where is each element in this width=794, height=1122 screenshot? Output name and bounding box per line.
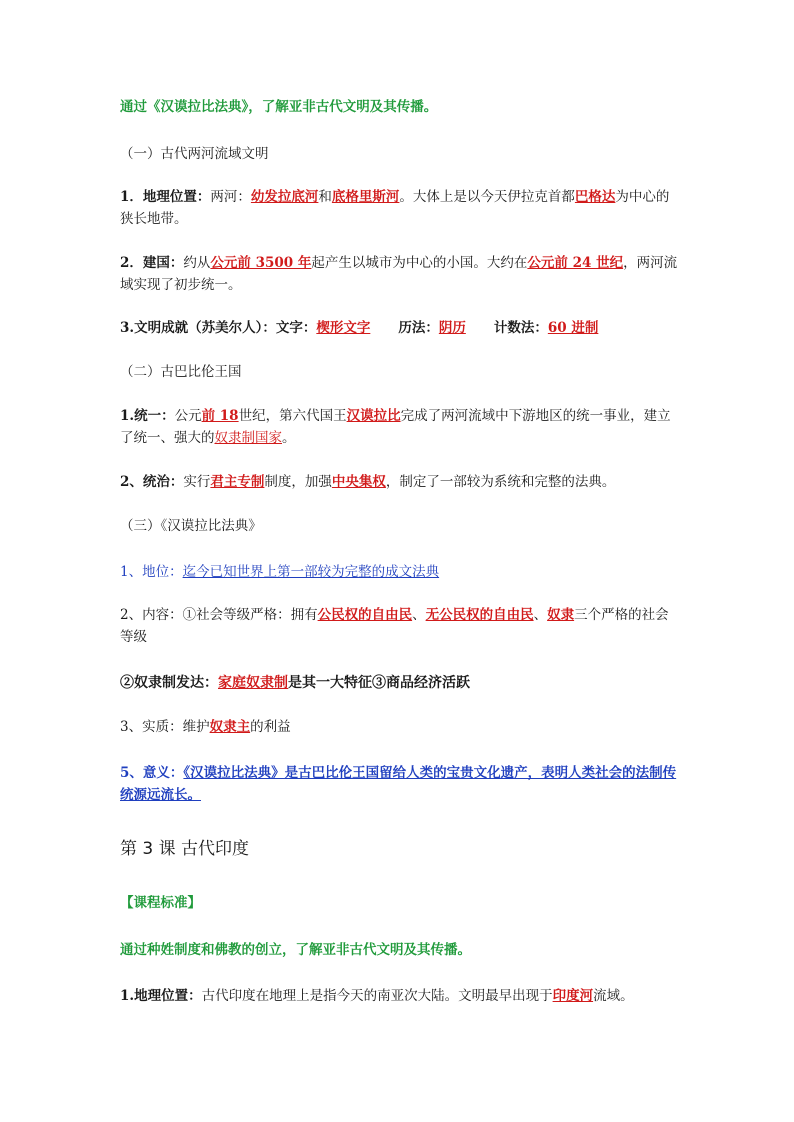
text: 两河： [210,189,251,205]
text: 公元 [174,408,202,424]
text: 起产生以城市为中心的小国。大约在 [311,255,528,271]
text: 为中心的狭长地带。 [120,189,670,227]
section-title-code: （三）《汉谟拉比法典》 [120,518,262,534]
text: 世纪，第六代国王 [238,408,347,424]
keyword-slave-owners: 奴隶主 [209,719,251,735]
label: 1．地理位置： [120,189,211,205]
keyword-cuneiform: 楔形文字 [316,320,371,336]
paragraph-founding [120,252,680,296]
status-value: 迄今已知世界上第一部较为完整的成文法典 [182,564,440,580]
paragraph-status [120,561,680,583]
text: 。 [282,430,296,446]
paragraph-unification [120,405,680,449]
text: 三个严格的社会等级 [120,607,669,645]
keyword-autocracy: 君主专制 [210,474,265,490]
lesson-title: 第 3 课 古代印度 [120,839,250,859]
text: 实行 [183,474,211,490]
label: 2、内容： [120,607,183,623]
text: 、 [412,607,426,623]
keyword-citizen-freemen: 公民权的自由民 [317,607,413,623]
label: 3、实质： [120,719,183,735]
paragraph-geography [120,186,680,230]
label: 1.地理位置： [120,988,202,1004]
paragraph-essence [120,716,680,738]
text: 、 [533,607,548,623]
keyword-base-60: 60 进制 [547,320,599,336]
keyword-baghdad: 巴格达 [574,189,616,205]
text: ，两河流域实现了初步统一。 [120,255,678,293]
keyword-hammurabi: 汉谟拉比 [346,408,401,424]
keyword-18th: 前 18 [201,408,239,424]
text: 的利益 [250,719,291,735]
text: 是其一大特征③商品经济活跃 [288,675,470,691]
text: 约从 [183,255,211,271]
keyword-indus: 印度河 [552,988,594,1004]
keyword-3500bc: 公元前 3500 年 [210,255,312,271]
label: 3.文明成就（苏美尔人）：文字： [120,320,317,336]
keyword-tigris: 底格里斯河 [331,189,400,205]
paragraph-significance [120,762,680,806]
text: 维护 [182,719,210,735]
paragraph-india-geography [120,985,680,1007]
label-calendar: 历法： [398,320,439,336]
text: ，制定了一部较为系统和完整的法典。 [385,474,616,490]
intro-standard: 通过《汉谟拉比法典》，了解亚非古代文明及其传播。 [120,99,438,115]
text: 和 [318,189,332,205]
keyword-slaves: 奴隶 [547,607,575,623]
text: 流域。 [593,988,634,1004]
text: ②奴隶制发达： [120,675,218,691]
label: 2、统治： [120,474,184,490]
text: 古代印度在地理上是指今天的南亚次大陆。文明最早出现于 [201,988,553,1004]
keyword-centralization: 中央集权 [331,474,386,490]
keyword-household-slavery: 家庭奴隶制 [218,675,288,691]
label: 1、地位： [120,564,183,580]
section-title-babylon: （二）古巴比伦王国 [120,364,242,380]
significance-value: 《汉谟拉比法典》是古巴比伦王国留给人类的宝贵文化遗产，表明人类社会的法制传统源远流长。 [120,765,677,803]
keyword-24th-century-bc: 公元前 24 世纪 [527,255,624,271]
keyword-euphrates: 幼发拉底河 [250,189,319,205]
label: 2．建国： [120,255,184,271]
label: 1.统一： [120,408,175,424]
paragraph-content [120,604,680,648]
keyword-slave-state: 奴隶制国家 [214,430,282,446]
label-counting: 计数法： [493,320,548,336]
course-standard-label: 【课程标准】 [120,895,201,911]
paragraph-slavery [120,672,680,694]
section-title-mesopotamia: （一）古代两河流域文明 [120,146,269,162]
text: 完成了两河流域中下游地区的统一事业，建立了统一、强大的 [120,408,671,446]
paragraph-achievements [120,317,680,339]
course-standard-text: 通过种姓制度和佛教的创立，了解亚非古代文明及其传播。 [120,942,471,958]
label: 5、意义： [120,765,184,781]
text: 制度，加强 [264,474,332,490]
text: 。大体上是以今天伊拉克首都 [399,189,575,205]
paragraph-rule [120,471,680,493]
keyword-noncitizen-freemen: 无公民权的自由民 [425,607,534,623]
keyword-lunar-calendar: 阴历 [438,320,466,336]
text: ①社会等级严格：拥有 [182,607,318,623]
